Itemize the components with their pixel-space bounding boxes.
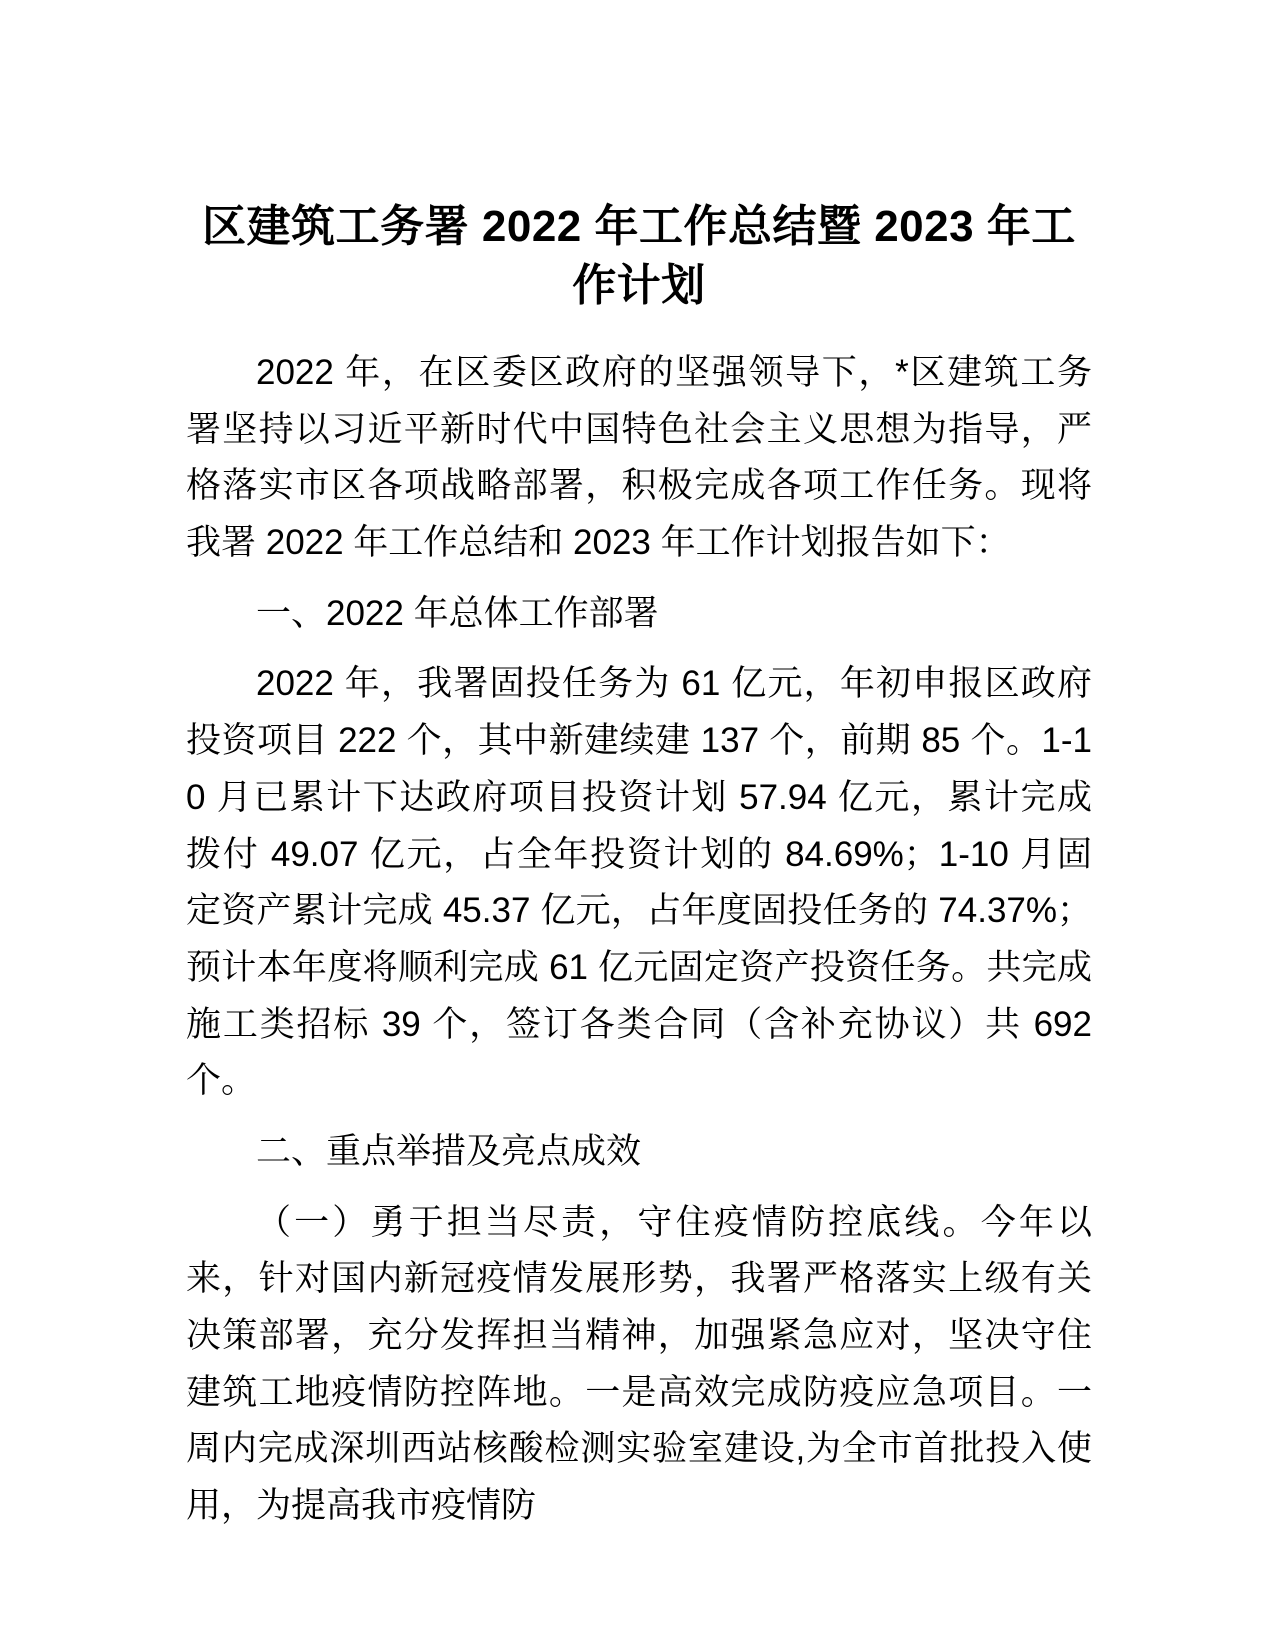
page-title: 区建筑工务署 2022 年工作总结暨 2023 年工作计划 bbox=[202, 202, 1076, 310]
section-heading-1: 一、2022 年总体工作部署 bbox=[256, 593, 659, 633]
document-body bbox=[186, 0, 1092, 1535]
paragraph-intro: 2022 年，在区委区政府的坚强领导下，*区建筑工务署坚持以习近平新时代中国特色社会主义思想为指导，严格落实市区各项战略部署，积极完成各项工作任务。现将我署 2022 年工作总结和 2023 年工作计划报告如下： bbox=[186, 353, 1092, 563]
paragraph-section-2-item-1: （一）勇于担当尽责，守住疫情防控底线。今年以来，针对国内新冠疫情发展形势，我署严格落实上级有关决策部署，充分发挥担当精神，加强紧急应对，坚决守住建筑工地疫情防控阵地。一是高效完成防疫应急项目。一周内完成深圳西站核酸检测实验室建设,为全市首批投入使用，为提高我市疫情防 bbox=[186, 1202, 1092, 1526]
paragraph-section-1-body: 2022 年，我署固投任务为 61 亿元，年初申报区政府投资项目 222 个，其中新建续建 137 个，前期 85 个。1-10 月已累计下达政府项目投资计划 57.94 亿元，累计完成拨付 49.07 亿元，占全年投资计划的 84.69%；1-10 月固定资产累计完成 45.37 亿元，占年度固投任务的 74.37%；预计本年度将顺利完成 61 亿元固定资产投资任务。共完成施工类招标 39 个，签订各类合同（含补充协议）共 692 个。 bbox=[186, 664, 1092, 1101]
section-heading-2: 二、重点举措及亮点成效 bbox=[256, 1131, 642, 1171]
